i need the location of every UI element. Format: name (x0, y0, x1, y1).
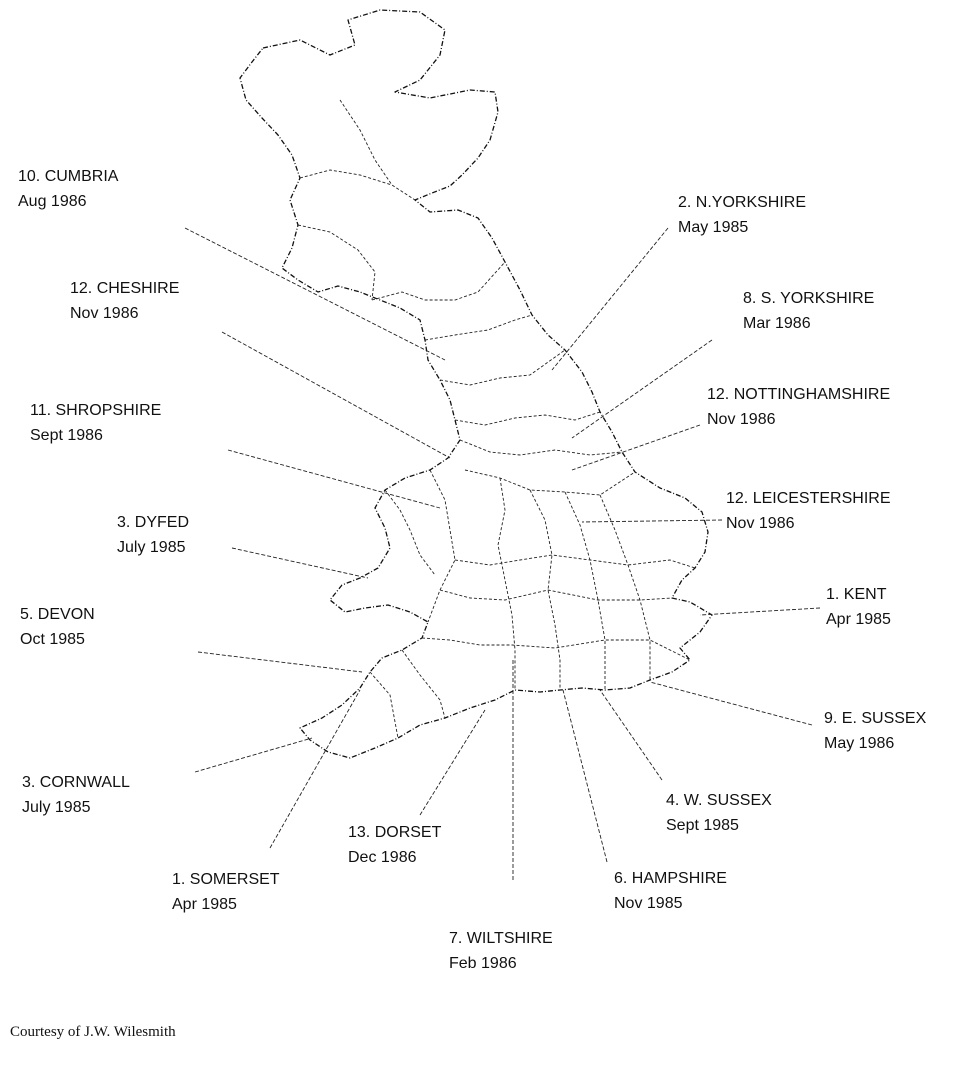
leader-lines (185, 228, 820, 880)
outbreak-date: Aug 1986 (18, 193, 87, 210)
leader-kent (700, 608, 820, 615)
label-cheshire (70, 276, 179, 326)
label-n-yorkshire (678, 190, 806, 240)
leader-somerset (270, 690, 360, 848)
leader-devon (198, 652, 362, 672)
county-name: 11. SHROPSHIRE (30, 402, 162, 419)
county-name: 5. DEVON (20, 606, 95, 623)
label-dyfed (117, 510, 189, 560)
leader-cheshire (222, 332, 450, 458)
leader-leicestershire (582, 520, 722, 522)
leader-shropshire (228, 450, 440, 508)
outbreak-date: Dec 1986 (348, 849, 417, 866)
outbreak-date: Apr 1985 (826, 611, 891, 628)
outbreak-date: Nov 1986 (70, 305, 139, 322)
county-name: 1. SOMERSET (172, 871, 280, 888)
leader-dorset (420, 710, 485, 815)
county-name: 8. S. YORKSHIRE (743, 290, 875, 307)
label-shropshire (30, 398, 161, 448)
label-s-yorkshire (743, 286, 874, 336)
leader-cornwall (195, 738, 312, 772)
county-name: 12. LEICESTERSHIRE (726, 490, 891, 507)
county-name: 2. N.YORKSHIRE (678, 194, 807, 211)
label-w-sussex (666, 788, 772, 838)
leader-nottinghamshire (572, 425, 700, 470)
label-wiltshire (449, 926, 553, 976)
outbreak-date: May 1985 (678, 219, 749, 236)
outbreak-date: May 1986 (824, 735, 895, 752)
outbreak-date: Sept 1985 (666, 817, 739, 834)
outbreak-date: Nov 1986 (707, 411, 776, 428)
outbreak-date: July 1985 (117, 539, 186, 556)
label-devon (20, 602, 95, 652)
county-name: 4. W. SUSSEX (666, 792, 772, 809)
outbreak-date: Nov 1986 (726, 515, 795, 532)
outbreak-date: July 1985 (22, 799, 91, 816)
label-leicestershire (726, 486, 891, 536)
county-name: 3. DYFED (117, 514, 190, 531)
outbreak-date: Apr 1985 (172, 896, 237, 913)
county-name: 10. CUMBRIA (18, 168, 119, 185)
leader-hampshire (563, 690, 607, 862)
county-name: 12. CHESHIRE (70, 280, 180, 297)
outbreak-date: Oct 1985 (20, 631, 85, 648)
credit-line: Courtesy of J.W. Wilesmith (10, 1024, 176, 1040)
county-name: 1. KENT (826, 586, 887, 603)
leader-cumbria (185, 228, 445, 360)
label-cumbria (18, 164, 118, 214)
label-cornwall (22, 770, 130, 820)
label-nottinghamshire (707, 382, 890, 432)
label-e-sussex (824, 706, 926, 756)
leader-dyfed (232, 548, 368, 578)
county-borders (298, 100, 695, 738)
county-name: 13. DORSET (348, 824, 442, 841)
leader-esussex (650, 682, 812, 725)
outbreak-date: Mar 1986 (743, 315, 811, 332)
county-name: 12. NOTTINGHAMSHIRE (707, 386, 891, 403)
county-name: 3. CORNWALL (22, 774, 130, 791)
label-hampshire (614, 866, 727, 916)
leader-nyorkshire (552, 228, 668, 370)
county-name: 7. WILTSHIRE (449, 930, 553, 947)
outbreak-date: Nov 1985 (614, 895, 683, 912)
county-name: 9. E. SUSSEX (824, 710, 927, 727)
outbreak-date: Feb 1986 (449, 955, 517, 972)
outbreak-date: Sept 1986 (30, 427, 103, 444)
leader-syorkshire (572, 340, 712, 438)
label-kent (826, 582, 891, 632)
leader-wsussex (600, 690, 662, 780)
label-dorset (348, 820, 441, 870)
county-name: 6. HAMPSHIRE (614, 870, 727, 887)
label-somerset (172, 867, 280, 917)
